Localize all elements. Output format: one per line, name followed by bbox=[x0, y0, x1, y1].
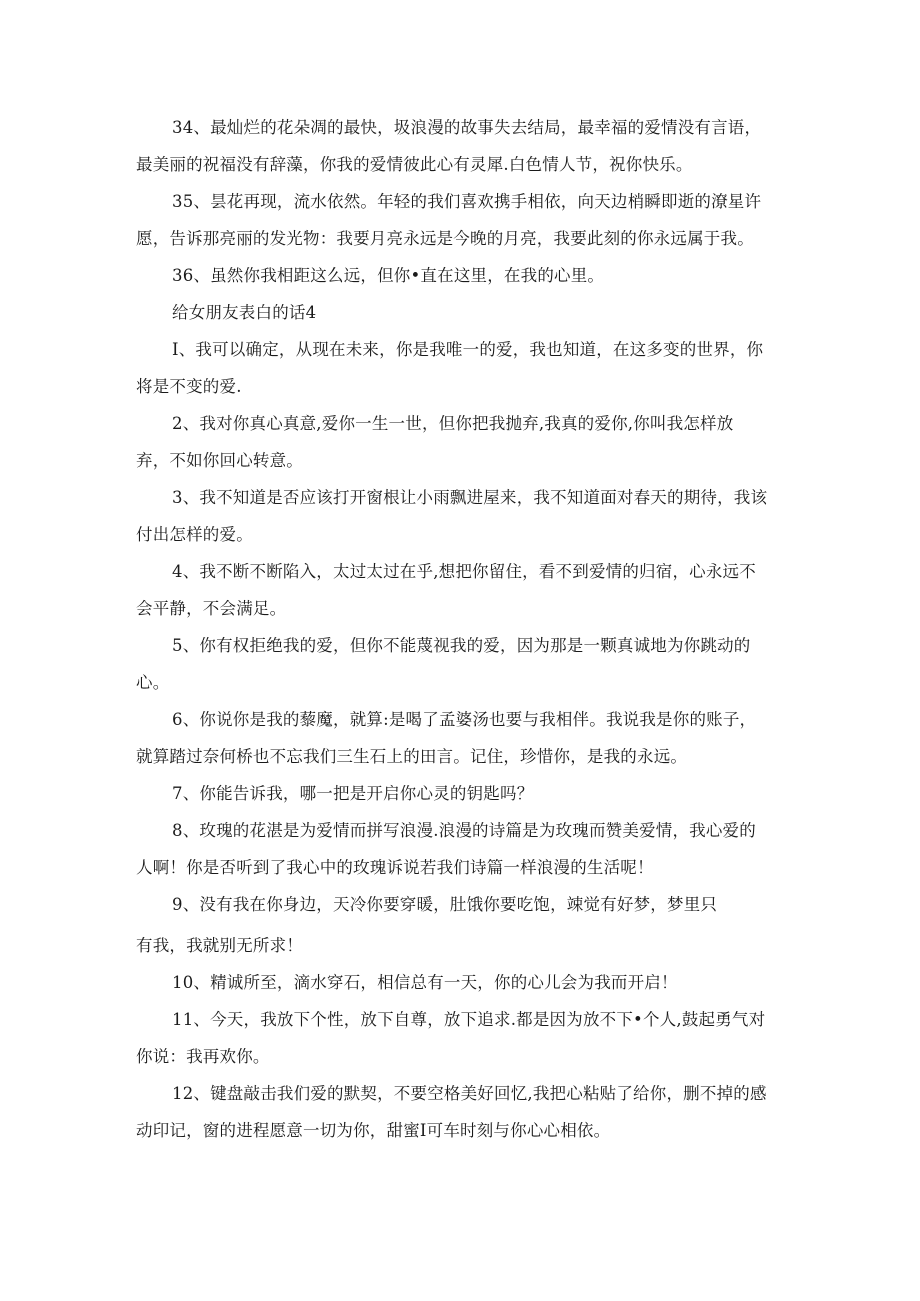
text-line: 将是不变的爱. bbox=[136, 377, 242, 396]
text-line: 5、你有权拒绝我的爱，但你不能蔑视我的爱，因为那是一颗真诚地为你跳动的 bbox=[172, 636, 751, 655]
text-line: 3、我不知道是否应该打开窗根让小雨飘进屋来，我不知道面对春天的期待，我该 bbox=[172, 488, 768, 507]
text-line: 35、昙花再现，流水依然。年轻的我们喜欢携手相依，向天边梢瞬即逝的潦星许 bbox=[172, 192, 762, 211]
text-line: 6、你说你是我的藜魔，就算:是喝了孟婆汤也要与我相伴。我说我是你的账子， bbox=[172, 710, 757, 729]
text-line: 8、玫瑰的花湛是为爱情而拼写浪漫.浪漫的诗篇是为玫瑰而赞美爱情，我心爱的 bbox=[172, 821, 756, 840]
text-line: 愿，告诉那亮丽的发光物：我要月亮永远是今晚的月亮，我要此刻的你永远属于我。 bbox=[136, 229, 754, 248]
text-line: 36、虽然你我相距这么远，但你•直在这里，在我的心里。 bbox=[172, 266, 605, 285]
text-line: 2、我对你真心真意,爱你一生一世，但你把我抛弃,我真的爱你,你叫我怎样放 bbox=[172, 414, 734, 433]
text-line: 人啊！你是否听到了我心中的玫瑰诉说若我们诗篇一样浪漫的生活呢！ bbox=[136, 858, 654, 877]
text-line: 你说：我再欢你。 bbox=[136, 1047, 270, 1066]
text-line: 9、没有我在你身边，天冷你要穿暖，肚饿你要吃饱，竦觉有好梦，梦里只 bbox=[172, 895, 718, 914]
section-heading: 给女朋友表白的话4 bbox=[172, 303, 317, 322]
text-line: 10、精诚所至，滴水穿石，相信总有一天，你的心儿会为我而开启！ bbox=[172, 973, 678, 992]
text-line: 弃，不如你回心转意。 bbox=[136, 451, 303, 470]
text-line: 11、今天，我放下个性，放下自尊，放下追求.都是因为放不下•个人,鼓起勇气对 bbox=[172, 1010, 766, 1029]
text-line: 就算踏过奈何桥也不忘我们三生石上的田言。记住，珍惜你，是我的永远。 bbox=[136, 747, 688, 766]
text-line: 动印记，窗的进程愿意一切为你，甜蜜I可车时刻与你心心相依。 bbox=[136, 1121, 611, 1140]
text-line: I、我可以确定，从现在未来，你是我唯一的爱，我也知道，在这多变的世界，你 bbox=[172, 340, 764, 359]
text-line: 12、键盘敲击我们爱的默契，不要空格美好回忆,我把心粘贴了给你，删不掉的感 bbox=[172, 1084, 767, 1103]
text-line: 4、我不断不断陷入，太过太过在乎,想把你留住，看不到爱情的归宿，心永远不 bbox=[172, 562, 756, 581]
text-line: 最美丽的祝福没有辞藻，你我的爱情彼此心有灵犀.白色情人节，祝你快乐。 bbox=[136, 155, 693, 174]
text-line: 有我，我就别无所求！ bbox=[136, 936, 303, 955]
text-line: 付出怎样的爱。 bbox=[136, 525, 253, 544]
text-line: 34、最灿烂的花朵凋的最快，圾浪漫的故事失去结局，最幸福的爱情没有言语， bbox=[172, 118, 762, 137]
text-line: 会平静，不会满足。 bbox=[136, 599, 287, 618]
text-line: 7、你能告诉我，哪一把是开启你心灵的钥匙吗？ bbox=[172, 784, 534, 803]
text-line: 心。 bbox=[136, 673, 170, 692]
